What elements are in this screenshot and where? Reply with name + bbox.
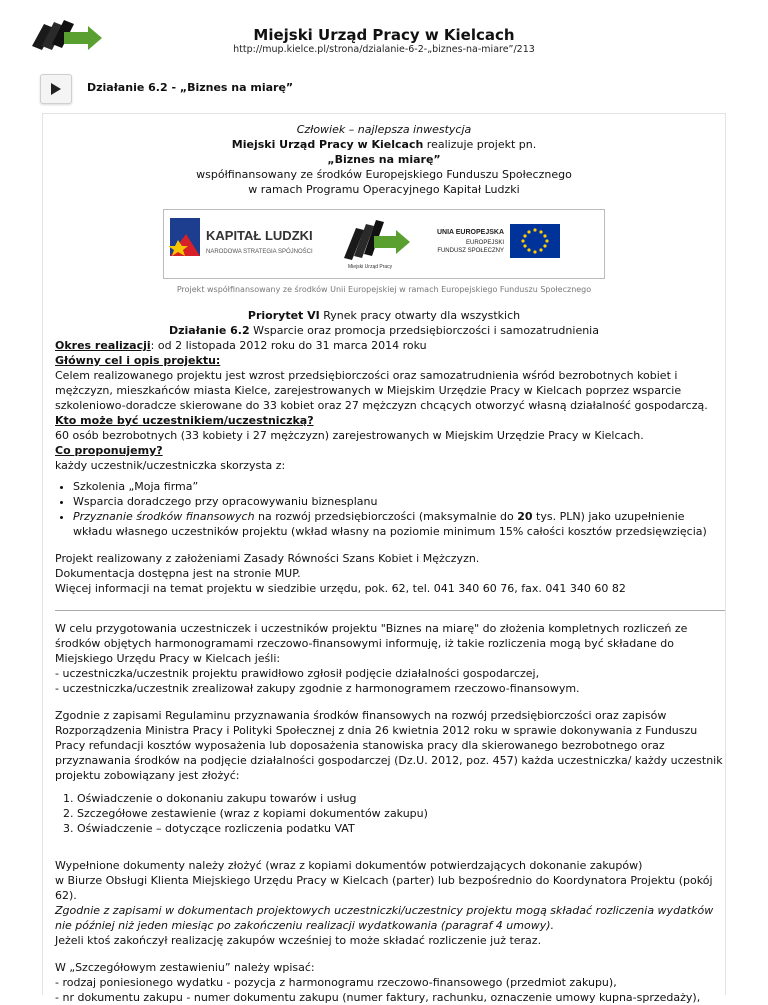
offer-text: każdy uczestnik/uczestniczka skorzysta z: <box>55 459 286 472</box>
list-item: 3. Oświadczenie – dotyczące rozliczenia podatku VAT <box>77 821 725 836</box>
eu-line1: UNIA EUROPEJSKA <box>436 229 504 236</box>
section-divider <box>55 610 725 611</box>
closing-equality: Projekt realizowany z założeniami Zasady Równości Szans Kobiet i Mężczyzn. <box>55 552 480 565</box>
action-text: Wsparcie oraz promocja przedsiębiorczości i samozatrudnienia <box>249 324 599 337</box>
mup-caption: Miejski Urząd Pracy <box>348 264 393 270</box>
intro-org: Miejski Urząd Pracy w Kielcach <box>231 138 424 151</box>
offer-list <box>55 479 725 539</box>
settlement-condition-2: - uczestniczka/uczestnik zrealizował zakupy zgodnie z harmonogramem rzeczowo-finansowym. <box>55 682 580 695</box>
eu-line2: EUROPEJSKI <box>465 240 504 246</box>
list-item: • Przyznanie środków finansowych na rozwój przedsiębiorczości (maksymalnie do 20 tys. PLN) jako uzupełnienie wkładu własnego uczestników projektu (wkład własny na poziomie minimum 15% całości kosztów przedsięwzięcia) <box>73 509 725 539</box>
offer-heading: Co proponujemy? <box>55 444 163 457</box>
site-title: Miejski Urząd Pracy w Kielcach <box>253 26 515 44</box>
intro-project-name: „Biznes na miarę” <box>327 153 441 166</box>
list-item: 2. Szczegółowe zestawienie (wraz z kopiami dokumentów zakupu) <box>77 806 725 821</box>
kl-subtitle: NARODOWA STRATEGIA SPÓJNOŚCI <box>206 249 313 255</box>
statement-item-2: - nr dokumentu zakupu - numer dokumentu zakupu (numer faktury, rachunku, oznaczenie umowy kupna-sprzedaży), <box>55 991 701 1004</box>
project-details <box>55 338 725 596</box>
page-url: http://mup.kielce.pl/strona/dzialanie-6-2-„biznes-na-miare”/213 <box>233 44 535 55</box>
action-label: Działanie 6.2 <box>169 324 250 337</box>
intro-program: w ramach Programu Operacyjnego Kapitał Ludzki <box>248 183 520 196</box>
intro-block <box>43 122 725 197</box>
mup-small-logo <box>344 220 410 260</box>
priority-block <box>43 308 725 338</box>
goal-text: Celem realizowanego projektu jest wzrost przedsiębiorczości oraz samozatrudnienia wśród bezrobotnych kobiet i mężczyzn, mieszkańców miasta Kielce, zarejestrowanych w Miejskim Urzędzie Pracy w Kielcach poprzez wsparcie szkoleniowo-doradcze skierowane do 33 kobiet oraz 27 mężczyzn chcących otworzyć własną działalność gospodarczą. <box>55 369 708 412</box>
article-content <box>42 113 726 1004</box>
closing-docs: Dokumentacja dostępna jest na stronie MUP. <box>55 567 301 580</box>
expand-button[interactable] <box>40 74 72 104</box>
intro-slogan: Człowiek – najlepsza inwestycja <box>296 123 472 136</box>
funding-logos <box>163 209 605 279</box>
article-title: Działanie 6.2 - „Biznes na miarę” <box>87 81 294 94</box>
eligibility-text: 60 osób bezrobotnych (33 kobiety i 27 mężczyzn) zarejestrowanych w Miejskim Urzędzie Pracy w Kielcach. <box>55 429 644 442</box>
logos-footnote: Projekt współfinansowany ze środków Unii Europejskiej w ramach Europejskiego Funduszu Społecznego <box>176 285 592 294</box>
priority-text: Rynek pracy otwarty dla wszystkich <box>319 309 521 322</box>
submission-early: Jeżeli ktoś zakończył realizację zakupów wcześniej to może składać rozliczenie już teraz. <box>55 934 542 947</box>
list-item: • Szkolenia „Moja firma” <box>73 479 725 494</box>
site-header <box>0 0 768 62</box>
submission-deadline-1: Zgodnie z zapisami w dokumentach projektowych uczestniczki/uczestnicy projektu mogą składać rozliczenia wydatków <box>55 904 714 917</box>
play-arrow-icon <box>49 82 63 96</box>
period-value: : od 2 listopada 2012 roku do 31 marca 2014 roku <box>150 339 427 352</box>
period-label: Okres realizacji <box>55 339 151 352</box>
settlement-condition-1: - uczestniczka/uczestnik projektu prawidłowo zgłosił podjęcie działalności gospodarczej, <box>55 667 540 680</box>
funding-logos-graphic <box>164 210 604 278</box>
goal-heading: Główny cel i opis projektu: <box>55 354 221 367</box>
settlement-intro: W celu przygotowania uczestniczek i uczestników projektu "Biznes na miarę" do złożenia kompletnych rozliczeń ze środków objętych harmonogramami rzeczowo-finansowymi informuję, iż takie rozliczenia mogą być składane do Miejskiego Urzędu Pracy w Kielcach jeśli: <box>55 622 688 665</box>
submission-line-2: w Biurze Obsługi Klienta Miejskiego Urzędu Pracy w Kielcach (parter) lub bezpośrednio do Koordynatora Projektu (pokój 62). <box>55 874 713 902</box>
kapital-ludzki-logo <box>168 218 200 256</box>
list-item: • Wsparcia doradczego przy opracowywaniu biznesplanu <box>73 494 725 509</box>
priority-label: Priorytet VI <box>247 309 320 322</box>
kl-title: KAPITAŁ LUDZKI <box>206 228 313 243</box>
required-documents-list <box>55 791 725 836</box>
intro-org-rest: realizuje projekt pn. <box>423 138 537 151</box>
statement-item-1: - rodzaj poniesionego wydatku - pozycja z harmonogramu rzeczowo-finansowego (przedmiot zakupu), <box>55 976 617 989</box>
settlement-section <box>55 621 725 1005</box>
settlement-regulation: Zgodnie z zapisami Regulaminu przyznawania środków finansowych na rozwój przedsiębiorczości oraz zapisów Rozporządzenia Ministra Pracy i Polityki Społecznej z dnia 26 kwietnia 2012 roku w sprawie dokonywania z Funduszu Pracy refundacji kosztów wyposażenia lub doposażenia stanowiska pracy dla skierowanego bezrobotnego oraz przyznawania środków na podjęcie działalności gospodarczej (Dz.U. 2012, poz. 457) każda uczestniczka/ każdy uczestnik projektu zobowiązany jest złożyć: <box>55 709 723 782</box>
eu-flag-icon <box>510 224 560 258</box>
submission-line-1: Wypełnione dokumenty należy złożyć (wraz z kopiami dokumentów potwierdzających dokonanie zakupów) <box>55 859 643 872</box>
list-item: 1. Oświadczenie o dokonaniu zakupu towarów i usług <box>77 791 725 806</box>
eu-line3: FUNDUSZ SPOŁECZNY <box>437 248 504 254</box>
statement-heading: W „Szczegółowym zestawieniu” należy wpisać: <box>55 961 315 974</box>
submission-deadline-2: nie później niż jeden miesiąc po zakończeniu realizacji wydatkowania (paragraf 4 umowy). <box>55 919 555 932</box>
intro-cofinance: współfinansowany ze środków Europejskiego Funduszu Społecznego <box>196 168 572 181</box>
closing-contact: Więcej informacji na temat projektu w siedzibie urzędu, pok. 62, tel. 041 340 60 76, fax. 041 340 60 82 <box>55 582 626 595</box>
eligibility-heading: Kto może być uczestnikiem/uczestniczką? <box>55 414 314 427</box>
